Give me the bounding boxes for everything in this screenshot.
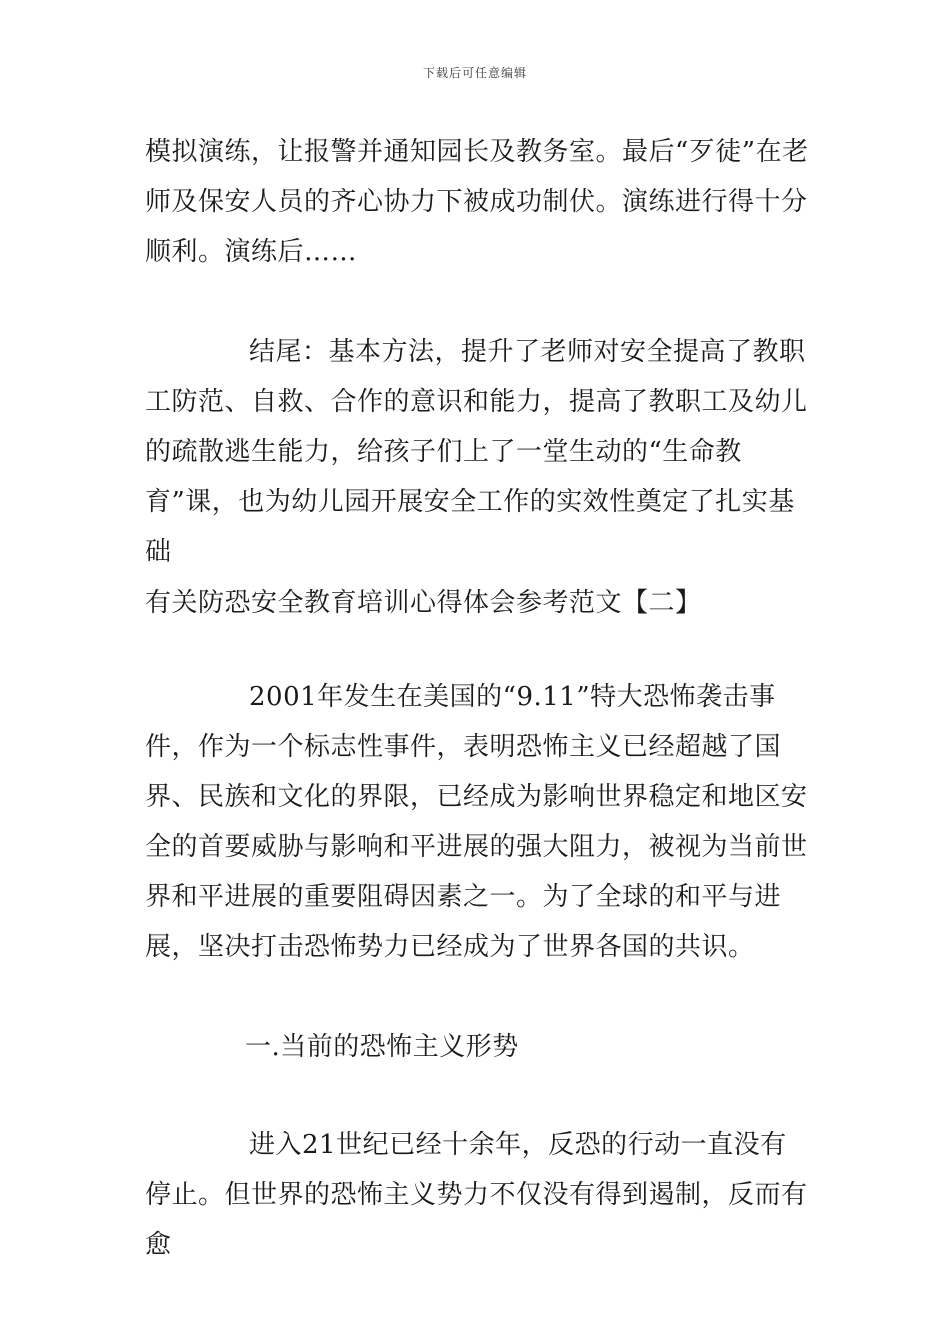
page-header: 下载后可任意编辑 [422, 66, 527, 80]
paragraph-conclusion: 结尾：基本方法，提升了老师对安全提高了教职工防范、自救、合作的意识和能力，提高了教职工及幼儿的疏散逃生能力，给孩子们上了一堂生动的“生命教育”课，也为幼儿园开展安全工作的实效性奠定了扎实基础 [145, 337, 808, 567]
subsection-heading: 一.当前的恐怖主义形势 [245, 1032, 519, 1062]
section-title: 有关防恐安全教育培训心得体会参考范文【二】 [145, 588, 702, 618]
paragraph-21st-century: 进入21世纪已经十余年，反恐的行动一直没有停止。但世界的恐怖主义势力不仅没有得到遏制，反而有愈 [145, 1130, 808, 1260]
paragraph-intro-911: 2001年发生在美国的“9.11”特大恐怖袭击事件，作为一个标志性事件，表明恐怖主义已经超越了国界、民族和文化的界限，已经成为影响世界稳定和地区安全的首要威胁与影响和平进展的强大阻力，被视为当前世界和平进展的重要阻碍因素之一。为了全球的和平与进展，坚决打击恐怖势力已经成为了世界各国的共识。 [145, 682, 808, 962]
paragraph-drill-summary: 模拟演练，让报警并通知园长及教务室。最后“歹徒”在老师及保安人员的齐心协力下被成功制伏。演练进行得十分顺利。演练后…… [145, 137, 809, 267]
